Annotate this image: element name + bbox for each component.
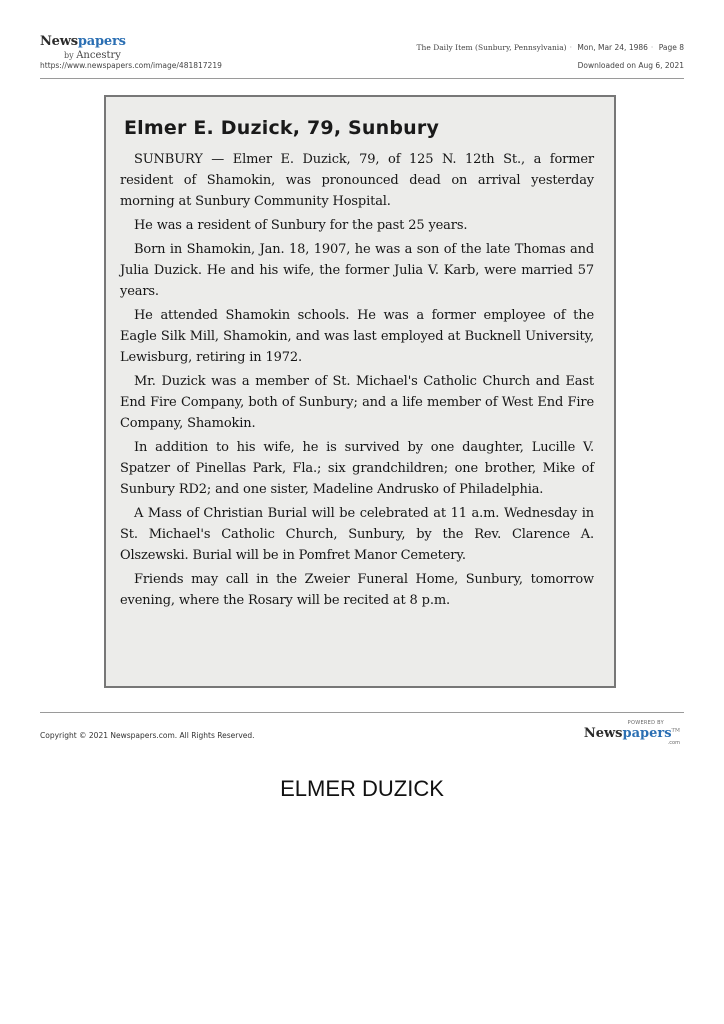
obituary-clipping — [104, 95, 616, 688]
copyright-notice: Copyright © 2021 Newspapers.com. All Rights Reserved. — [40, 731, 255, 740]
image-url[interactable]: https://www.newspapers.com/image/481817219 — [40, 61, 222, 70]
ancestry-byline — [64, 50, 121, 61]
clipping-caption: ELMER DUZICK — [280, 776, 444, 801]
obituary-paragraph: Friends may call in the Zweier Funeral Home, Sunbury, tomorrow evening, where the Rosary will be recited at 8 p.m. — [120, 572, 594, 608]
logo-text-main: News — [40, 34, 78, 49]
obituary-paragraph: He attended Shamokin schools. He was a former employee of the Eagle Silk Mill, Shamokin, and was last employed at Bucknell University, Lewisburg, retiring in 1972. — [120, 308, 594, 365]
ancestry-wordmark: Ancestry — [76, 50, 121, 61]
footer-logo-main: News — [583, 726, 623, 741]
obituary-paragraph: A Mass of Christian Burial will be celebrated at 11 a.m. Wednesday in St. Michael's Catholic Church, Sunbury, by the Rev. Clarence A. Olszewski. Burial will be in Pomfret Manor Cemetery. — [120, 506, 594, 563]
obituary-paragraph: SUNBURY — Elmer E. Duzick, 79, of 125 N. 12th St., a former resident of Shamokin, was pronounced dead on arrival yesterday morning at Sunbury Community Hospital. — [120, 152, 594, 209]
byline-by: by — [64, 51, 74, 60]
downloaded-date: Downloaded on Aug 6, 2021 — [577, 61, 684, 70]
logo-text-accent: papers — [77, 34, 126, 49]
footer-newspapers-logo[interactable] — [583, 720, 680, 746]
obituary-paragraph: Mr. Duzick was a member of St. Michael's Catholic Church and East End Fire Company, both of Sunbury; and a life member of West End Fire Company, Shamokin. — [120, 374, 594, 431]
publication-info: The Daily Item (Sunbury, Pennsylvania) · Mon, Mar 24, 1986 · Page 8 — [416, 43, 684, 52]
newspapers-logo[interactable] — [40, 34, 126, 49]
page-number: Page 8 — [658, 43, 684, 52]
trademark-mark: TM — [671, 727, 680, 734]
publication-date: Mon, Mar 24, 1986 — [577, 43, 648, 52]
footer-logo-accent: papers — [622, 726, 672, 741]
powered-by-label: POWERED BY — [627, 720, 664, 726]
footer-divider — [40, 712, 684, 713]
footer-logo-domain: .com — [667, 740, 680, 746]
obituary-paragraph: Born in Shamokin, Jan. 18, 1907, he was a son of the late Thomas and Julia Duzick. He and his wife, the former Julia V. Karb, were married 57 years. — [120, 242, 594, 299]
obituary-paragraph: He was a resident of Sunbury for the past 25 years. — [134, 218, 468, 233]
obituary-paragraph: In addition to his wife, he is survived by one daughter, Lucille V. Spatzer of Pinellas Park, Fla.; six grandchildren; one brother, Mike of Sunbury RD2; and one sister, Madeline Andrusko of Philadelphia. — [120, 440, 594, 497]
publication-name: The Daily Item (Sunbury, Pennsylvania) — [416, 43, 567, 52]
header-divider — [40, 78, 684, 79]
obituary-headline: Elmer E. Duzick, 79, Sunbury — [124, 117, 440, 139]
